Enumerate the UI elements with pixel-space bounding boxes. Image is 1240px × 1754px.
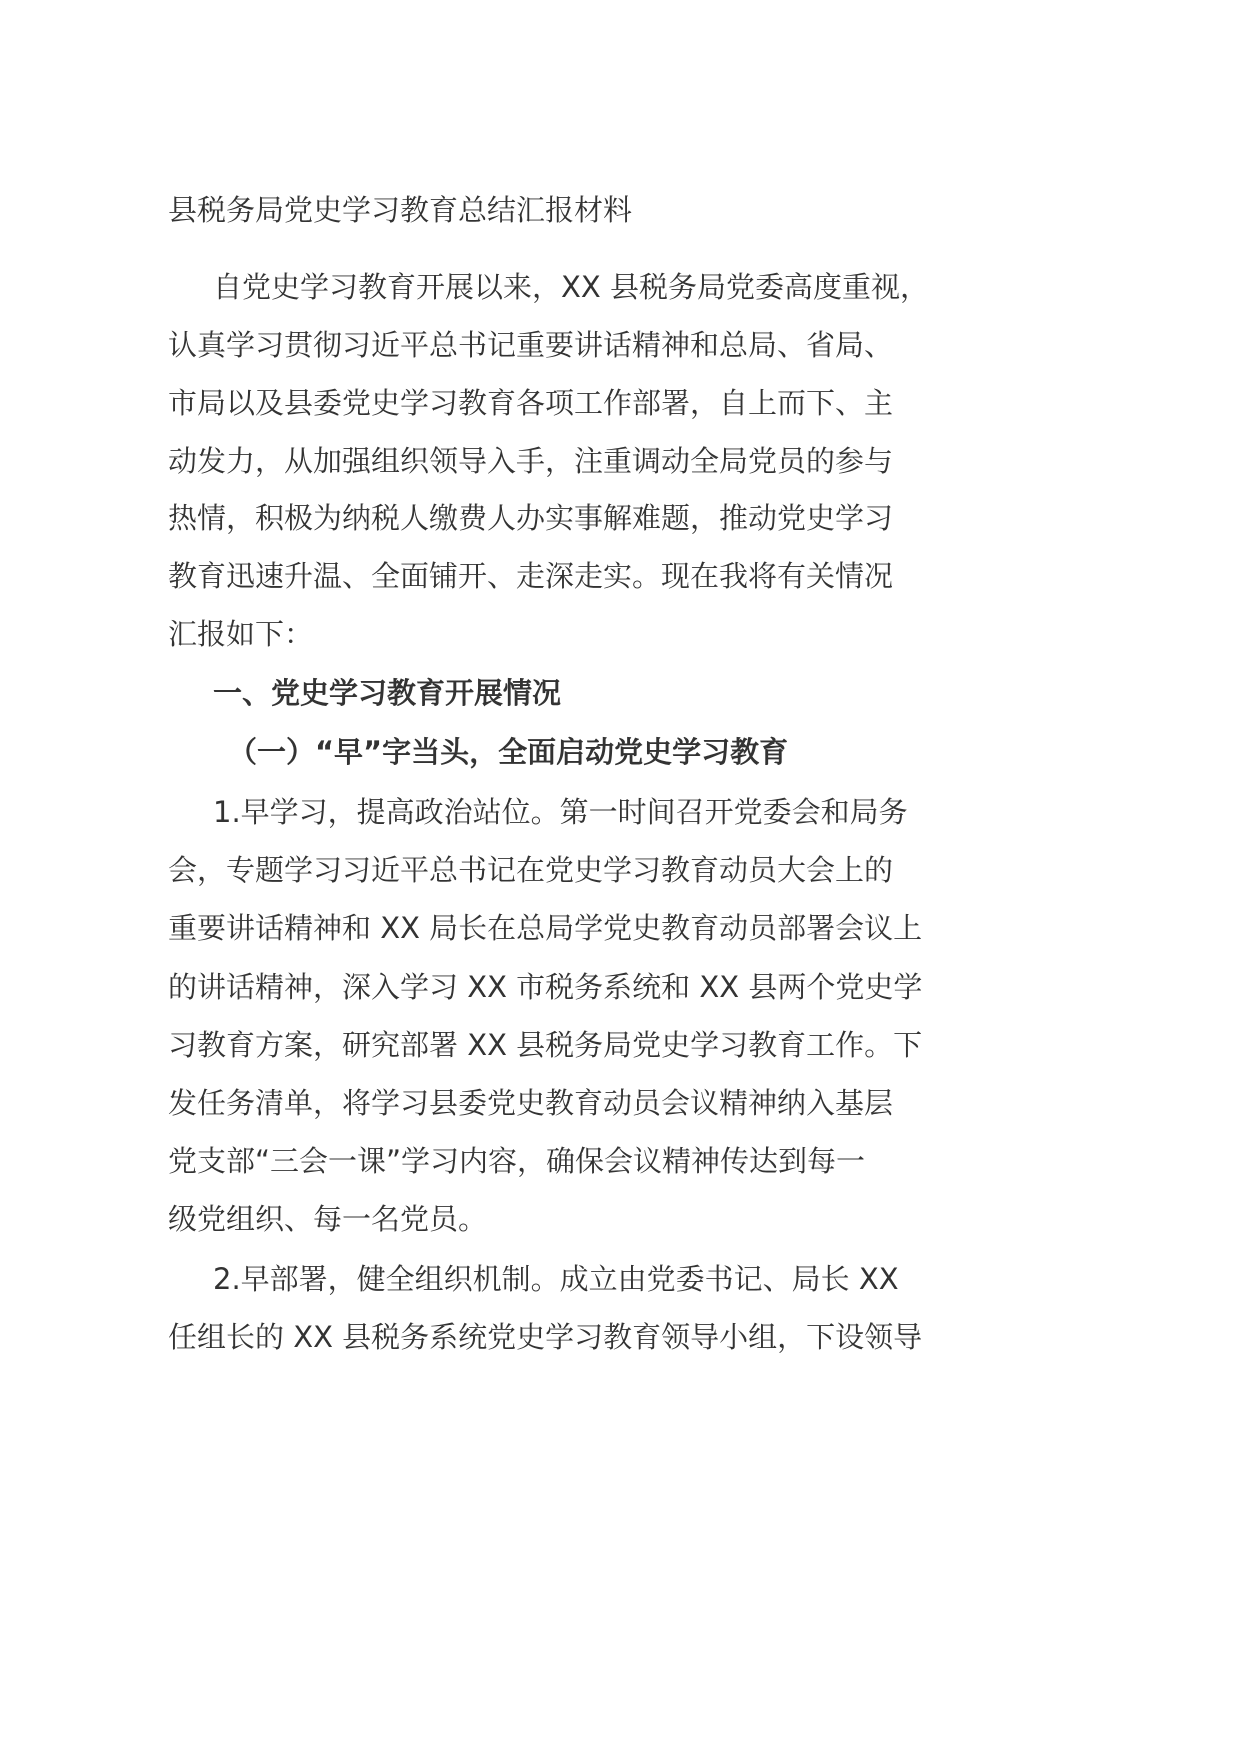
text-line: 动发力，从加强组织领导入手，注重调动全局党员的参与 (168, 444, 894, 478)
section-heading: 一、党史学习教育开展情况 (213, 676, 562, 710)
text-line: 汇报如下： (168, 617, 314, 651)
text-line: 重要讲话精神和 XX 局长在总局学党史教育动员部署会议上 (168, 911, 923, 945)
text-line: 任组长的 XX 县税务系统党史学习教育领导小组，下设领导 (168, 1320, 923, 1354)
text-line: 市局以及县委党史学习教育各项工作部署，自上而下、主 (168, 386, 894, 420)
text-line: 党支部“三会一课”学习内容，确保会议精神传达到每一 (168, 1144, 866, 1178)
text-line: 认真学习贯彻习近平总书记重要讲话精神和总局、省局、 (168, 328, 894, 362)
text-line: 1.早学习，提高政治站位。第一时间召开党委会和局务 (213, 795, 908, 829)
text-line: 习教育方案，研究部署 XX 县税务局党史学习教育工作。下 (168, 1028, 923, 1062)
document-title: 县税务局党史学习教育总结汇报材料 (168, 193, 633, 227)
text-line: 发任务清单，将学习县委党史教育动员会议精神纳入基层 (168, 1086, 894, 1120)
text-line: 自党史学习教育开展以来，XX 县税务局党委高度重视， (213, 270, 929, 304)
text-line: 教育迅速升温、全面铺开、走深走实。现在我将有关情况 (168, 559, 894, 593)
text-line: 的讲话精神，深入学习 XX 市税务系统和 XX 县两个党史学 (168, 970, 923, 1004)
subsection-heading: （一）“早”字当头，全面启动党史学习教育 (228, 735, 789, 769)
text-line: 热情，积极为纳税人缴费人办实事解难题，推动党史学习 (168, 501, 894, 535)
text-line: 级党组织、每一名党员。 (168, 1202, 488, 1236)
text-line: 会，专题学习习近平总书记在党史学习教育动员大会上的 (168, 853, 894, 887)
text-line: 2.早部署，健全组织机制。成立由党委书记、局长 XX (213, 1262, 899, 1296)
